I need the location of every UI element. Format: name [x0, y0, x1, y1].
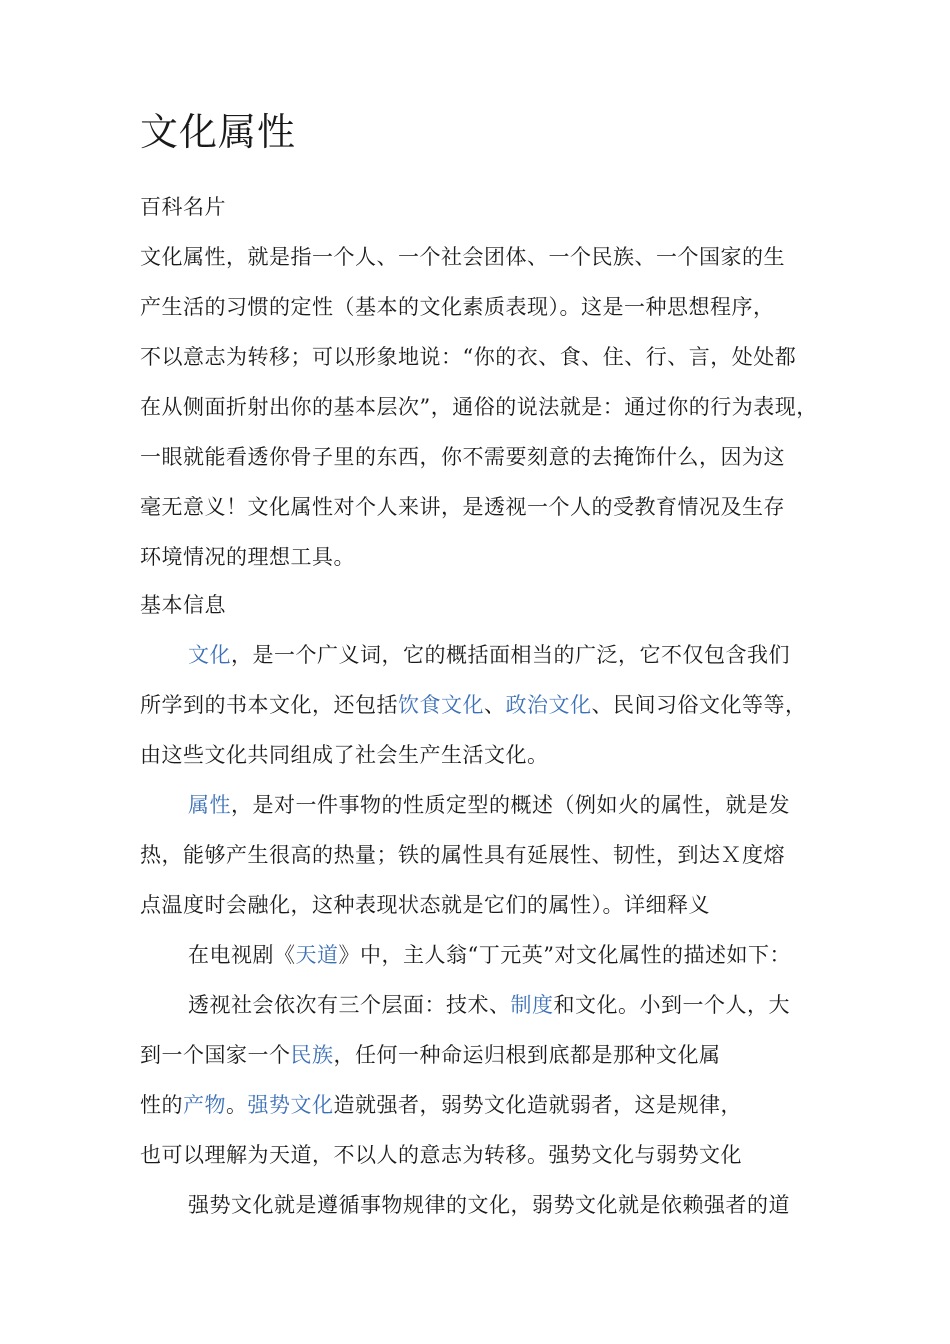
intro-line: 产生活的习惯的定性（基本的文化素质表现）。这是一种思想程序， — [140, 295, 775, 319]
paragraph-strong-weak-line: 强势文化就是遵循事物规律的文化，弱势文化就是依赖强者的道 — [188, 1193, 790, 1217]
paragraph-attribute-line: 点温度时会融化，这种表现状态就是它们的属性）。详细释义 — [140, 893, 710, 917]
intro-line: 一眼就能看透你骨子里的东西，你不需要刻意的去掩饰什么，因为这 — [140, 445, 785, 469]
text: 到一个国家一个 — [140, 1043, 291, 1067]
intro-line: 文化属性，就是指一个人、一个社会团体、一个民族、一个国家的生 — [140, 245, 785, 269]
link-strong-culture[interactable]: 强势文化 — [247, 1093, 334, 1117]
link-nation[interactable]: 民族 — [290, 1043, 334, 1067]
link-system[interactable]: 制度 — [510, 993, 554, 1017]
paragraph-society-line — [188, 990, 790, 1020]
text: 在电视剧《 — [188, 943, 296, 967]
link-food-culture[interactable]: 饮食文化 — [398, 693, 484, 717]
section-heading-baike: 百科名片 — [140, 195, 226, 219]
text: 性的 — [140, 1093, 183, 1117]
paragraph-culture-line — [140, 690, 807, 720]
link-attribute[interactable]: 属性 — [188, 793, 231, 817]
intro-line: 毫无意义！文化属性对个人来讲，是透视一个人的受教育情况及生存 — [140, 495, 785, 519]
paragraph-society-line — [140, 1040, 721, 1070]
text: 透视社会依次有三个层面：技术、 — [188, 993, 511, 1017]
text: ，任何一种命运归根到底都是那种文化属 — [333, 1043, 721, 1067]
link-tiandao[interactable]: 天道 — [295, 943, 339, 967]
paragraph-society-line: 也可以理解为天道，不以人的意志为转移。强势文化与弱势文化 — [140, 1143, 742, 1167]
link-product[interactable]: 产物 — [183, 1093, 226, 1117]
paragraph-culture-line — [188, 640, 790, 670]
page-title: 文化属性 — [140, 110, 297, 154]
text: 》中，主人翁“丁元英”对文化属性的描述如下： — [338, 943, 791, 967]
paragraph-attribute-line — [188, 790, 790, 820]
link-political-culture[interactable]: 政治文化 — [505, 693, 592, 717]
intro-line: 环境情况的理想工具。 — [140, 545, 355, 569]
intro-line: 在从侧面折射出你的基本层次”，通俗的说法就是：通过你的行为表现， — [140, 395, 818, 419]
section-heading-basic-info: 基本信息 — [140, 593, 226, 617]
paragraph-tiandao-line — [188, 940, 791, 970]
text: 造就强者，弱势文化造就弱者，这是规律， — [333, 1093, 742, 1117]
text: ，是一个广义词，它的概括面相当的广泛，它不仅包含我们 — [231, 643, 790, 667]
text: ，是对一件事物的性质定型的概述（例如火的属性，就是发 — [231, 793, 790, 817]
text: 、民间习俗文化等等， — [591, 693, 807, 717]
paragraph-society-line — [140, 1090, 742, 1120]
paragraph-culture-line: 由这些文化共同组成了社会生产生活文化。 — [140, 743, 549, 767]
text: 和文化。小到一个人，大 — [553, 993, 790, 1017]
paragraph-attribute-line: 热，能够产生很高的热量；铁的属性具有延展性、韧性，到达Ｘ度熔 — [140, 843, 785, 867]
text: 、 — [484, 693, 506, 717]
link-culture[interactable]: 文化 — [188, 643, 231, 667]
intro-line: 不以意志为转移；可以形象地说：“你的衣、食、住、行、言，处处都 — [140, 345, 797, 369]
text: 。 — [226, 1093, 248, 1117]
text: 所学到的书本文化，还包括 — [140, 693, 398, 717]
